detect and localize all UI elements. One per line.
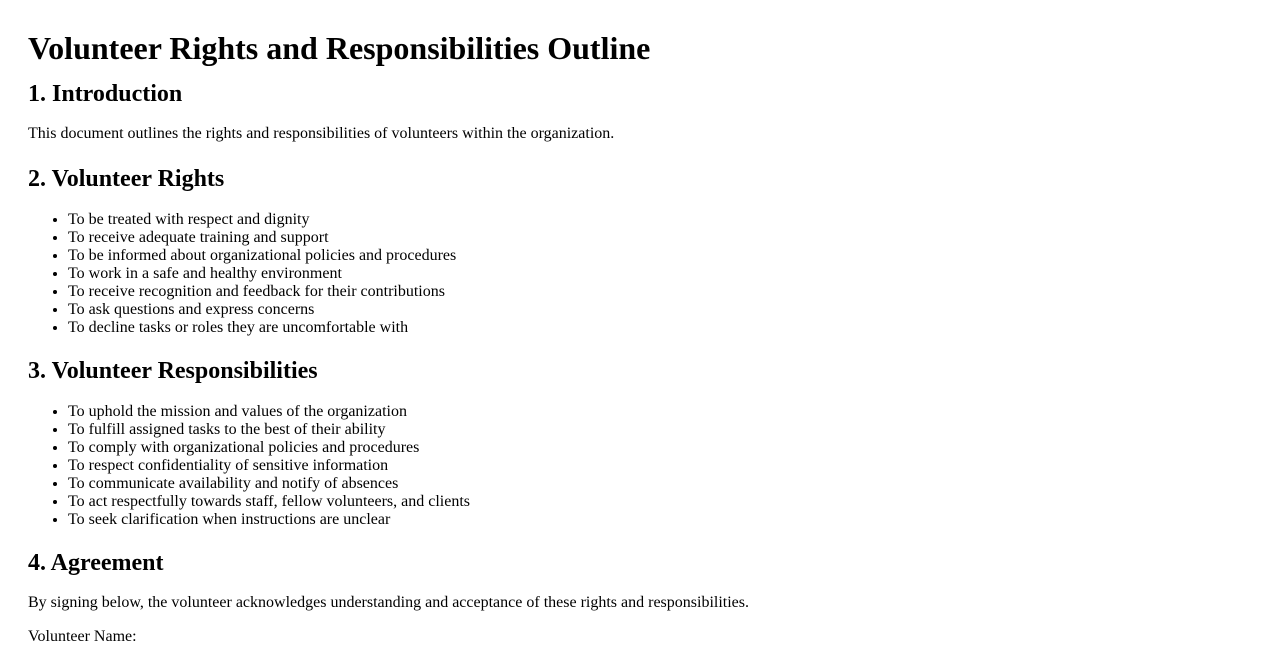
rights-list-item: • To work in a safe and healthy environment <box>68 265 1250 283</box>
responsibilities-list-item: • To act respectfully towards staff, fellow volunteers, and clients <box>68 493 1250 511</box>
responsibilities-list-item: • To comply with organizational policies and procedures <box>68 439 1250 457</box>
responsibilities-list-item: • To fulfill assigned tasks to the best of their ability <box>68 421 1250 439</box>
section-heading-agreement: 4. Agreement <box>28 550 164 576</box>
responsibilities-list-item: • To communicate availability and notify of absences <box>68 475 1250 493</box>
rights-list-item: • To be treated with respect and dignity <box>68 211 1250 229</box>
section-heading-rights: 2. Volunteer Rights <box>28 166 225 192</box>
rights-list-item: • To be informed about organizational policies and procedures <box>68 247 1250 265</box>
section-heading-introduction: 1. Introduction <box>28 81 183 107</box>
volunteer-name-label: Volunteer Name: <box>28 628 137 645</box>
rights-list <box>28 211 1250 337</box>
responsibilities-list-item: • To seek clarification when instructions are unclear <box>68 511 1250 529</box>
agreement-text: By signing below, the volunteer acknowledges understanding and acceptance of these rights and responsibilities. <box>28 594 749 611</box>
responsibilities-list-item: • To respect confidentiality of sensitive information <box>68 457 1250 475</box>
rights-list-item: • To receive adequate training and support <box>68 229 1250 247</box>
section-heading-responsibilities: 3. Volunteer Responsibilities <box>28 358 318 384</box>
responsibilities-list-item: • To uphold the mission and values of the organization <box>68 403 1250 421</box>
introduction-text: This document outlines the rights and responsibilities of volunteers within the organization. <box>28 125 615 142</box>
rights-list-item: • To receive recognition and feedback for their contributions <box>68 283 1250 301</box>
rights-list-item: • To decline tasks or roles they are uncomfortable with <box>68 319 1250 337</box>
document-title: Volunteer Rights and Responsibilities Outline <box>28 30 651 66</box>
rights-list-item: • To ask questions and express concerns <box>68 301 1250 319</box>
responsibilities-list <box>28 403 1250 529</box>
